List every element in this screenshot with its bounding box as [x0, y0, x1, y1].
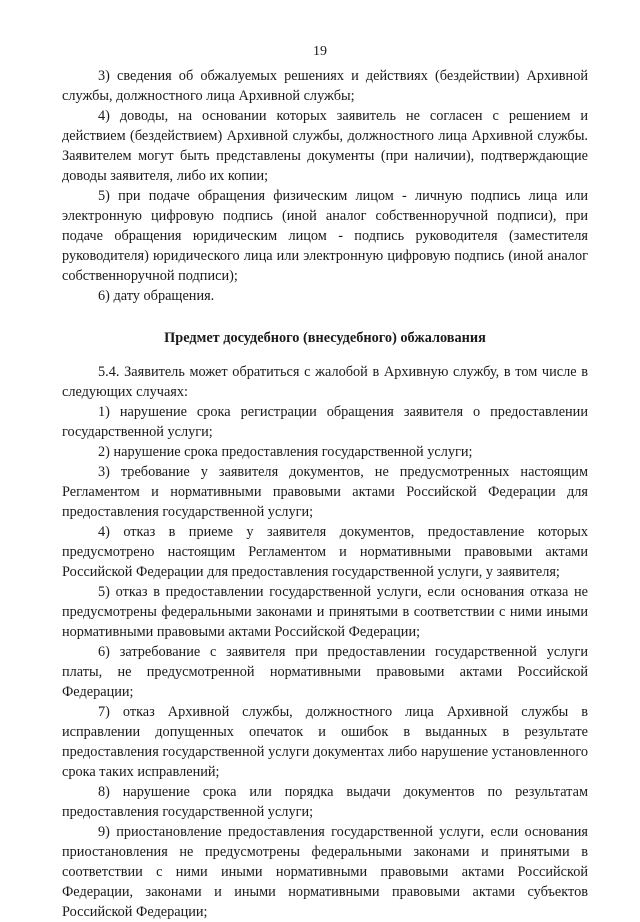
case-item-2: 2) нарушение срока предоставления государственной услуги;: [98, 444, 473, 460]
case-item-1: 1) нарушение срока регистрации обращения заявителя о предоставлении государственной услуги;: [62, 404, 588, 440]
case-item-8: 8) нарушение срока или порядка выдачи документов по результатам предоставления государственной услуги;: [62, 784, 588, 820]
case-item-4: 4) отказ в приеме у заявителя документов, предоставление которых предусмотрено настоящим Регламентом и нормативными правовыми актами Российской Федерации для предоставления государственной услуги, у заявителя;: [62, 524, 588, 580]
case-item-3: 3) требование у заявителя документов, не предусмотренных настоящим Регламентом и нормативными правовыми актами Российской Федерации для предоставления государственной услуги;: [62, 464, 588, 520]
page-content: [62, 66, 588, 922]
case-item-9: 9) приостановление предоставления государственной услуги, если основания приостановления не предусмотрены федеральными законами и принятыми в соответствии с ними иными нормативными правовыми актами Российской Федерации, законами и иными нормативными правовыми актами субъектов Российской Федерации;: [62, 824, 588, 920]
list-item-4: 4) доводы, на основании которых заявитель не согласен с решением и действием (бездействием) Архивной службы, должностного лица Архивной службы. Заявителем могут быть представлены документы (при наличии), подтверждающие доводы заявителя, либо их копии;: [62, 108, 588, 184]
list-item-6: 6) дату обращения.: [98, 288, 215, 304]
list-item-5: 5) при подаче обращения физическим лицом - личную подпись лица или электронную цифровую подпись (иной аналог собственноручной подписи), при подаче обращения юридическим лицом - подпись руководителя (заместителя руководителя) юридического лица или электронную цифровую подпись (иной аналог собственноручной подписи);: [62, 188, 588, 284]
page-number: 19: [313, 44, 327, 59]
case-item-5: 5) отказ в предоставлении государственной услуги, если основания отказа не предусмотрены федеральными законами и принятыми в соответствии с ними иными нормативными правовыми актами Российской Федерации;: [62, 584, 588, 640]
case-item-6: 6) затребование с заявителя при предоставлении государственной услуги платы, не предусмотренной нормативными правовыми актами Российской Федерации;: [62, 644, 588, 700]
list-item-3: 3) сведения об обжалуемых решениях и действиях (бездействии) Архивной службы, должностного лица Архивной службы;: [62, 68, 588, 104]
section-intro: 5.4. Заявитель может обратиться с жалобой в Архивную службу, в том числе в следующих случаях:: [62, 364, 588, 400]
section-heading: Предмет досудебного (внесудебного) обжалования: [164, 330, 486, 346]
case-item-7: 7) отказ Архивной службы, должностного лица Архивной службы в исправлении допущенных опечаток и ошибок в выданных в результате предоставления государственной услуги документах либо нарушение установленного срока таких исправлений;: [62, 704, 588, 780]
